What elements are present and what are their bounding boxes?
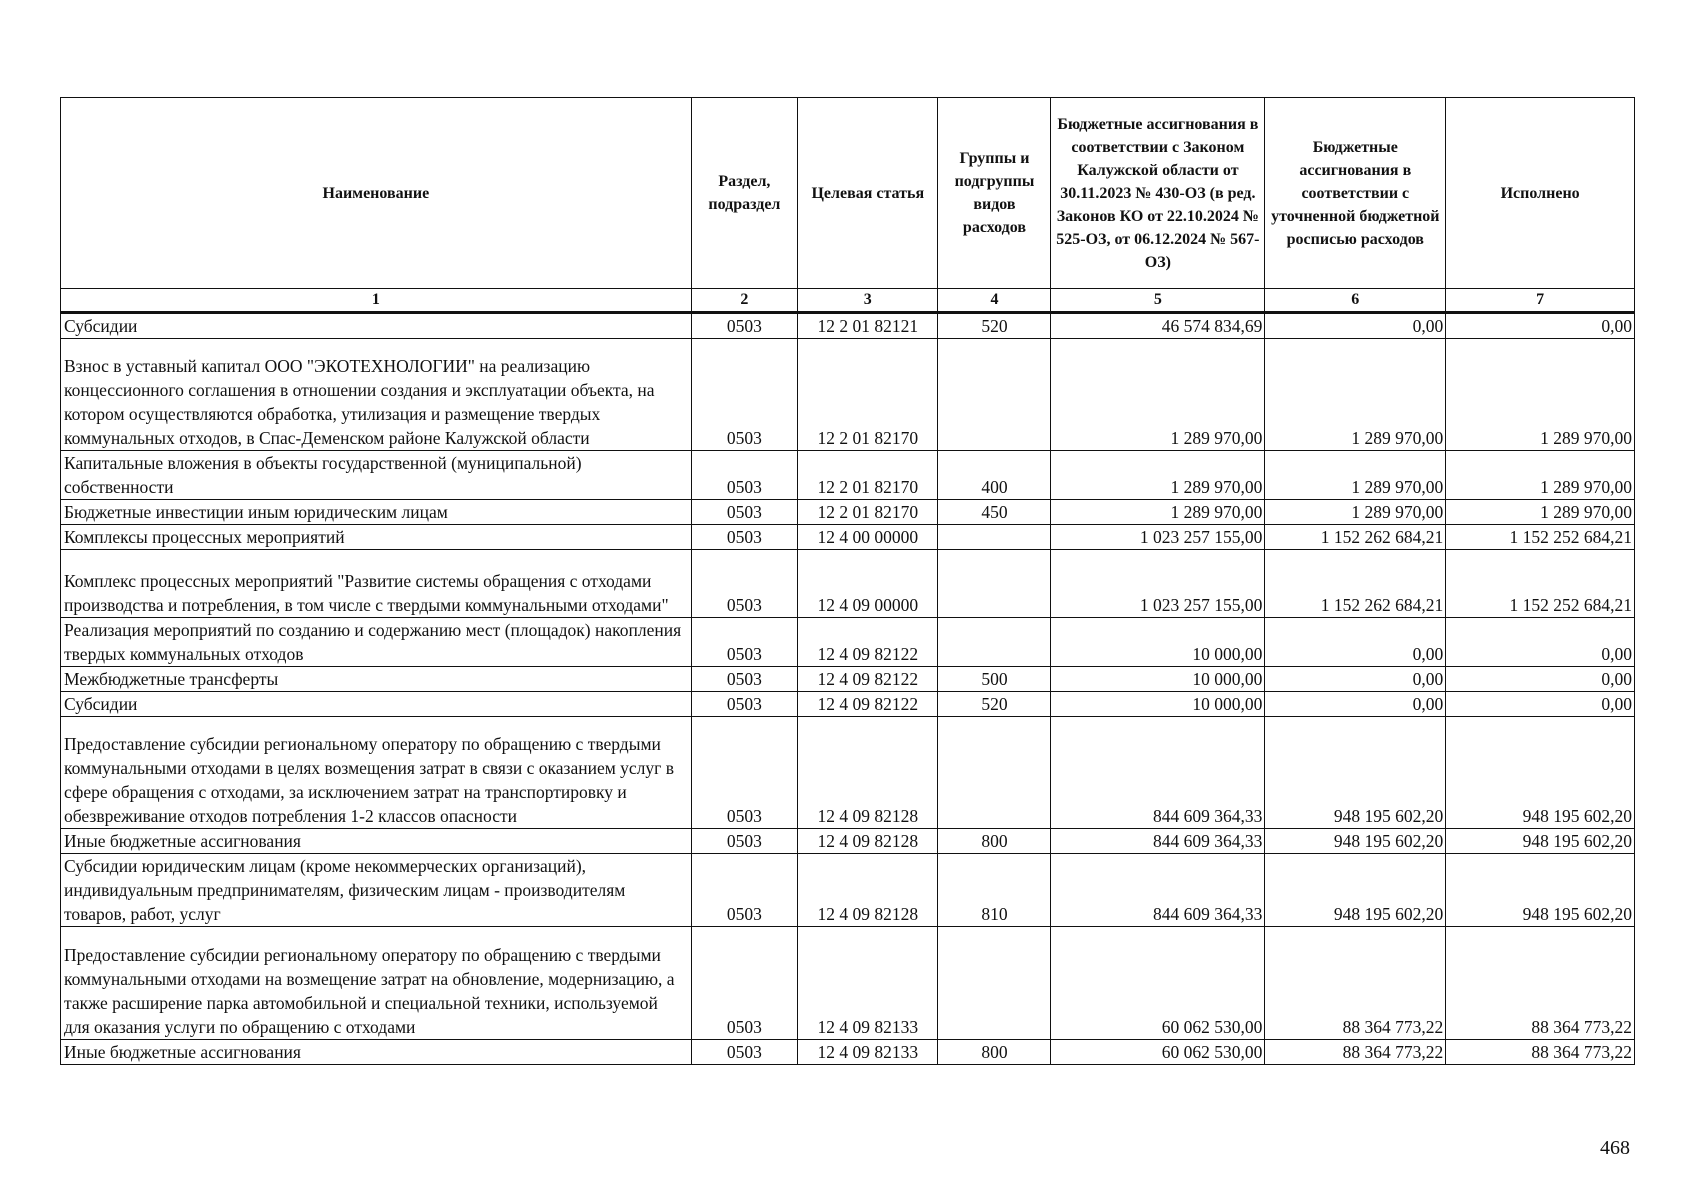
cell-name: Комплекс процессных мероприятий "Развитие системы обращения с отходами производства и потребления, в том числе с твердыми коммунальными отходами"	[61, 550, 692, 618]
cell-budget-law: 1 023 257 155,00	[1051, 525, 1265, 550]
cell-target-article: 12 2 01 82170	[798, 500, 938, 525]
cell-budget-law: 60 062 530,00	[1051, 927, 1265, 1040]
cell-expense-group: 800	[938, 1040, 1051, 1065]
table-row	[61, 525, 1635, 550]
cell-expense-group: 800	[938, 829, 1051, 854]
table-row	[61, 618, 1635, 667]
table-row	[61, 927, 1635, 1040]
table-body	[61, 313, 1635, 1065]
cell-executed: 88 364 773,22	[1446, 927, 1635, 1040]
cell-target-article: 12 4 09 82128	[798, 829, 938, 854]
cell-budget-law: 10 000,00	[1051, 692, 1265, 717]
cell-name: Капитальные вложения в объекты государственной (муниципальной) собственности	[61, 451, 692, 500]
cell-budget-refined: 0,00	[1265, 692, 1446, 717]
cell-budget-law: 1 023 257 155,00	[1051, 550, 1265, 618]
cell-budget-refined: 948 195 602,20	[1265, 854, 1446, 927]
column-number: 5	[1051, 289, 1265, 313]
cell-budget-law: 60 062 530,00	[1051, 1040, 1265, 1065]
cell-target-article: 12 2 01 82121	[798, 313, 938, 339]
cell-budget-law: 844 609 364,33	[1051, 717, 1265, 829]
cell-budget-refined: 88 364 773,22	[1265, 1040, 1446, 1065]
cell-name: Межбюджетные трансферты	[61, 667, 692, 692]
header-budget-law: Бюджетные ассигнования в соответствии с Законом Калужской области от 30.11.2023 № 430-ОЗ (в ред. Законов КО от 22.10.2024 № 525-ОЗ, от 06.12.2024 № 567-ОЗ)	[1051, 98, 1265, 289]
table-row	[61, 854, 1635, 927]
cell-executed: 948 195 602,20	[1446, 829, 1635, 854]
table-row	[61, 313, 1635, 339]
cell-executed: 0,00	[1446, 618, 1635, 667]
header-budget-refined: Бюджетные ассигнования в соответствии с уточненной бюджетной росписью расходов	[1265, 98, 1446, 289]
cell-executed: 1 289 970,00	[1446, 451, 1635, 500]
cell-executed: 88 364 773,22	[1446, 1040, 1635, 1065]
cell-budget-law: 844 609 364,33	[1051, 829, 1265, 854]
table-row	[61, 550, 1635, 618]
cell-target-article: 12 4 00 00000	[798, 525, 938, 550]
cell-budget-refined: 0,00	[1265, 667, 1446, 692]
cell-name: Взнос в уставный капитал ООО "ЭКОТЕХНОЛОГИИ" на реализацию концессионного соглашения в отношении создания и эксплуатации объекта, на котором осуществляются обработка, утилизация и размещение твердых коммунальных отходов, в Спас-Деменском районе Калужской области	[61, 339, 692, 451]
cell-budget-law: 1 289 970,00	[1051, 451, 1265, 500]
cell-section: 0503	[691, 525, 797, 550]
cell-executed: 0,00	[1446, 692, 1635, 717]
header-target-article: Целевая статья	[798, 98, 938, 289]
cell-target-article: 12 4 09 82128	[798, 854, 938, 927]
cell-name: Субсидии	[61, 313, 692, 339]
budget-table-container	[60, 97, 1635, 1065]
cell-budget-refined: 1 289 970,00	[1265, 500, 1446, 525]
cell-executed: 1 152 252 684,21	[1446, 525, 1635, 550]
cell-section: 0503	[691, 550, 797, 618]
cell-name: Иные бюджетные ассигнования	[61, 1040, 692, 1065]
cell-executed: 1 289 970,00	[1446, 339, 1635, 451]
cell-executed: 948 195 602,20	[1446, 854, 1635, 927]
cell-name: Бюджетные инвестиции иным юридическим лицам	[61, 500, 692, 525]
header-row	[61, 98, 1635, 289]
cell-section: 0503	[691, 451, 797, 500]
cell-budget-law: 46 574 834,69	[1051, 313, 1265, 339]
cell-budget-law: 10 000,00	[1051, 618, 1265, 667]
cell-expense-group	[938, 339, 1051, 451]
cell-executed: 1 152 252 684,21	[1446, 550, 1635, 618]
cell-budget-law: 1 289 970,00	[1051, 339, 1265, 451]
cell-name: Предоставление субсидии региональному оператору по обращению с твердыми коммунальными отходами в целях возмещения затрат в связи с оказанием услуг в сфере обращения с отходами, за исключением затрат на транспортировку и обезвреживание отходов потребления 1-2 классов опасности	[61, 717, 692, 829]
cell-budget-law: 1 289 970,00	[1051, 500, 1265, 525]
cell-budget-refined: 0,00	[1265, 618, 1446, 667]
cell-budget-refined: 0,00	[1265, 313, 1446, 339]
cell-budget-refined: 1 289 970,00	[1265, 339, 1446, 451]
table-row	[61, 339, 1635, 451]
cell-expense-group	[938, 525, 1051, 550]
cell-target-article: 12 4 09 82122	[798, 618, 938, 667]
header-expense-groups: Группы и подгруппы видов расходов	[938, 98, 1051, 289]
cell-budget-refined: 1 289 970,00	[1265, 451, 1446, 500]
page-number: 468	[1600, 1137, 1630, 1159]
cell-target-article: 12 4 09 00000	[798, 550, 938, 618]
cell-expense-group	[938, 927, 1051, 1040]
cell-budget-refined: 88 364 773,22	[1265, 927, 1446, 1040]
cell-executed: 0,00	[1446, 313, 1635, 339]
column-number-row	[61, 289, 1635, 313]
cell-target-article: 12 2 01 82170	[798, 339, 938, 451]
cell-target-article: 12 4 09 82133	[798, 927, 938, 1040]
table-row	[61, 692, 1635, 717]
table-row	[61, 451, 1635, 500]
table-row	[61, 667, 1635, 692]
table-row	[61, 500, 1635, 525]
cell-section: 0503	[691, 829, 797, 854]
cell-name: Реализация мероприятий по созданию и содержанию мест (площадок) накопления твердых коммунальных отходов	[61, 618, 692, 667]
cell-name: Комплексы процессных мероприятий	[61, 525, 692, 550]
header-name: Наименование	[61, 98, 692, 289]
cell-section: 0503	[691, 1040, 797, 1065]
cell-expense-group: 500	[938, 667, 1051, 692]
table-row	[61, 829, 1635, 854]
cell-expense-group: 450	[938, 500, 1051, 525]
cell-target-article: 12 4 09 82128	[798, 717, 938, 829]
cell-target-article: 12 2 01 82170	[798, 451, 938, 500]
cell-section: 0503	[691, 667, 797, 692]
column-number: 7	[1446, 289, 1635, 313]
header-section: Раздел, подраздел	[691, 98, 797, 289]
cell-budget-refined: 1 152 262 684,21	[1265, 525, 1446, 550]
cell-budget-refined: 1 152 262 684,21	[1265, 550, 1446, 618]
cell-section: 0503	[691, 618, 797, 667]
cell-expense-group: 400	[938, 451, 1051, 500]
cell-name: Предоставление субсидии региональному оператору по обращению с твердыми коммунальными отходами на возмещение затрат на обновление, модернизацию, а также расширение парка автомобильной и специальной техники, используемой для оказания услуги по обращению с отходами	[61, 927, 692, 1040]
cell-name: Субсидии	[61, 692, 692, 717]
cell-expense-group	[938, 618, 1051, 667]
cell-section: 0503	[691, 500, 797, 525]
table-row	[61, 1040, 1635, 1065]
cell-name: Иные бюджетные ассигнования	[61, 829, 692, 854]
cell-executed: 1 289 970,00	[1446, 500, 1635, 525]
cell-expense-group	[938, 717, 1051, 829]
cell-budget-law: 10 000,00	[1051, 667, 1265, 692]
cell-expense-group: 810	[938, 854, 1051, 927]
cell-executed: 948 195 602,20	[1446, 717, 1635, 829]
cell-executed: 0,00	[1446, 667, 1635, 692]
header-executed: Исполнено	[1446, 98, 1635, 289]
cell-section: 0503	[691, 313, 797, 339]
column-number: 4	[938, 289, 1051, 313]
cell-target-article: 12 4 09 82122	[798, 692, 938, 717]
column-number: 2	[691, 289, 797, 313]
cell-target-article: 12 4 09 82133	[798, 1040, 938, 1065]
cell-section: 0503	[691, 927, 797, 1040]
cell-section: 0503	[691, 692, 797, 717]
column-number: 6	[1265, 289, 1446, 313]
cell-expense-group: 520	[938, 692, 1051, 717]
table-row	[61, 717, 1635, 829]
cell-expense-group: 520	[938, 313, 1051, 339]
cell-section: 0503	[691, 717, 797, 829]
cell-name: Субсидии юридическим лицам (кроме некоммерческих организаций), индивидуальным предпринимателям, физическим лицам - производителям товаров, работ, услуг	[61, 854, 692, 927]
cell-expense-group	[938, 550, 1051, 618]
cell-budget-refined: 948 195 602,20	[1265, 829, 1446, 854]
cell-budget-refined: 948 195 602,20	[1265, 717, 1446, 829]
column-number: 3	[798, 289, 938, 313]
column-number: 1	[61, 289, 692, 313]
budget-execution-table	[60, 97, 1635, 1065]
cell-section: 0503	[691, 339, 797, 451]
cell-budget-law: 844 609 364,33	[1051, 854, 1265, 927]
cell-target-article: 12 4 09 82122	[798, 667, 938, 692]
cell-section: 0503	[691, 854, 797, 927]
